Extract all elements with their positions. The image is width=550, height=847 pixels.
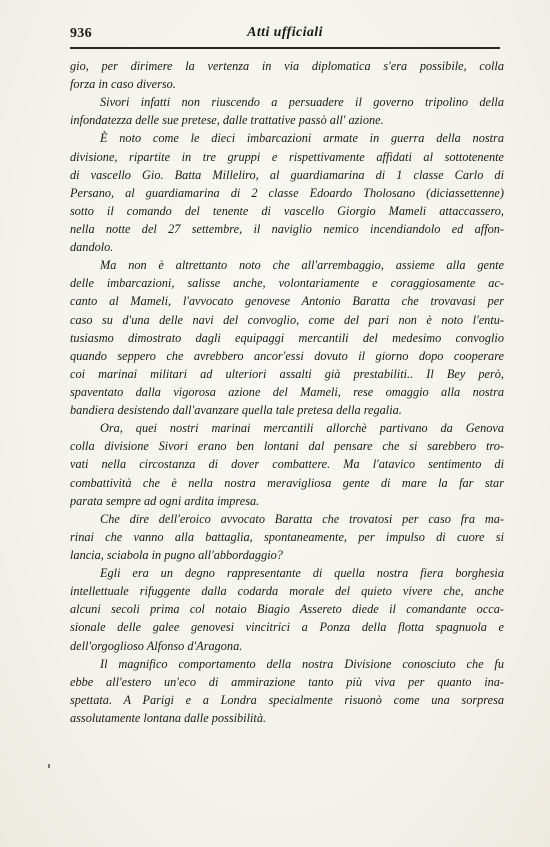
page-number: 936 (70, 26, 92, 41)
text-line: Che dire dell'eroico avvocato Baratta che trovatosi per caso fra ma- (100, 511, 504, 526)
text-line: di vascello Gio. Batta Milleliro, al guardiamarina di 1 classe Carlo di (70, 167, 504, 182)
text-line: spettata. A Parigi e a Londra specialmente risuonò come una sorpresa (70, 692, 504, 707)
text-line: parata sempre ad ogni ardita impresa. (70, 493, 260, 508)
text-line: dandolo. (70, 240, 114, 255)
text-line: Ma non è altrettanto noto che all'arrembaggio, assieme alla gente (100, 258, 504, 273)
text-line: quando seppero che avrebbero ancor'essi dovuto il giorno dopo cooperare (70, 348, 504, 363)
text-line: Sivori infatti non riuscendo a persuadere il governo tripolino della (100, 95, 504, 110)
text-line: spaventato dalla vigorosa azione del Mameli, rese omaggio alla nostra (70, 384, 504, 399)
text-line: combattività che è nella nostra meravigliosa gente di mare la far star (70, 475, 504, 490)
text-line: delle imbarcazioni, salisse anche, volontariamente e coraggiosamente ac- (70, 276, 504, 291)
header-rule (70, 47, 500, 49)
text-line: ebbe all'estero un'eco di ammirazione tanto più viva per quanto ina- (70, 674, 504, 689)
text-line: colla divisione Sivori erano ben lontani dal pensare che si sarebbero tro- (70, 439, 504, 454)
text-line: coi marinai militari ad ulteriori assalti già prestabiliti.. Il Bey però, (70, 366, 504, 381)
text-line: caso su d'una delle navi del convoglio, come del pari non è noto l'entu- (70, 312, 504, 327)
text-line: alcuni secoli prima col notaio Biagio Assereto diede il comandante occa- (70, 602, 504, 617)
margin-mark (48, 764, 50, 768)
text-line: bandiera desistendo dall'avanzare quella tale pretesa della regalia. (70, 403, 402, 418)
text-line: sionale delle galee genovesi vincitrici a Ponza della flotta spagnuola e (70, 620, 504, 635)
body-text (70, 57, 504, 727)
text-line: Persano, al guardiamarina di 2 classe Edoardo Tholosano (diciassettenne) (70, 185, 504, 200)
text-line: forza in caso diverso. (70, 77, 176, 92)
text-line: gio, per dirimere la vertenza in via diplomatica s'era possibile, colla (70, 59, 504, 73)
page-header (70, 24, 500, 46)
text-line: divisione, ripartite in tre gruppi e rispettivamente affidati al sottotenente (70, 149, 504, 164)
text-line: sotto il comando del tenente di vascello Giorgio Mameli attaccassero, (70, 203, 504, 218)
text-line: Ora, quei nostri marinai mercantili allorchè partivano da Genova (100, 421, 504, 436)
text-line: È noto come le dieci imbarcazioni armate in guerra della nostra (100, 131, 504, 146)
text-line: Il magnifico comportamento della nostra Divisione conosciuto che fu (100, 656, 504, 671)
text-line: lancia, sciabola in pugno all'abbordaggio? (70, 547, 283, 562)
text-line: rinai che vanno alla battaglia, spontaneamente, per impulso di cuore si (70, 529, 504, 544)
text-line: infondatezza delle sue pretese, dalle trattative passò all' azione. (70, 113, 384, 128)
text-line: canto al Mameli, l'avvocato genovese Antonio Baratta che trovavasi per (70, 294, 504, 309)
text-line: nella notte del 27 settembre, il naviglio nemico incendiandolo ed affon- (70, 221, 504, 236)
text-line: assolutamente lontana dalle possibilità. (70, 710, 267, 725)
text-line: Egli era un degno rappresentante di quella nostra fiera borghesia (100, 566, 504, 581)
text-line: vati nella circostanza di dover combattere. Ma l'atavico sentimento di (70, 457, 504, 472)
text-line: dell'orgoglioso Alfonso d'Aragona. (70, 638, 243, 653)
text-line: tusiasmo dimostrato dagli equipaggi mercantili del medesimo convoglio (70, 330, 504, 345)
running-title: Atti ufficiali (247, 25, 323, 40)
text-line: intellettuale rifuggente dalla codarda morale del quieto vivere che, anche (70, 584, 504, 599)
